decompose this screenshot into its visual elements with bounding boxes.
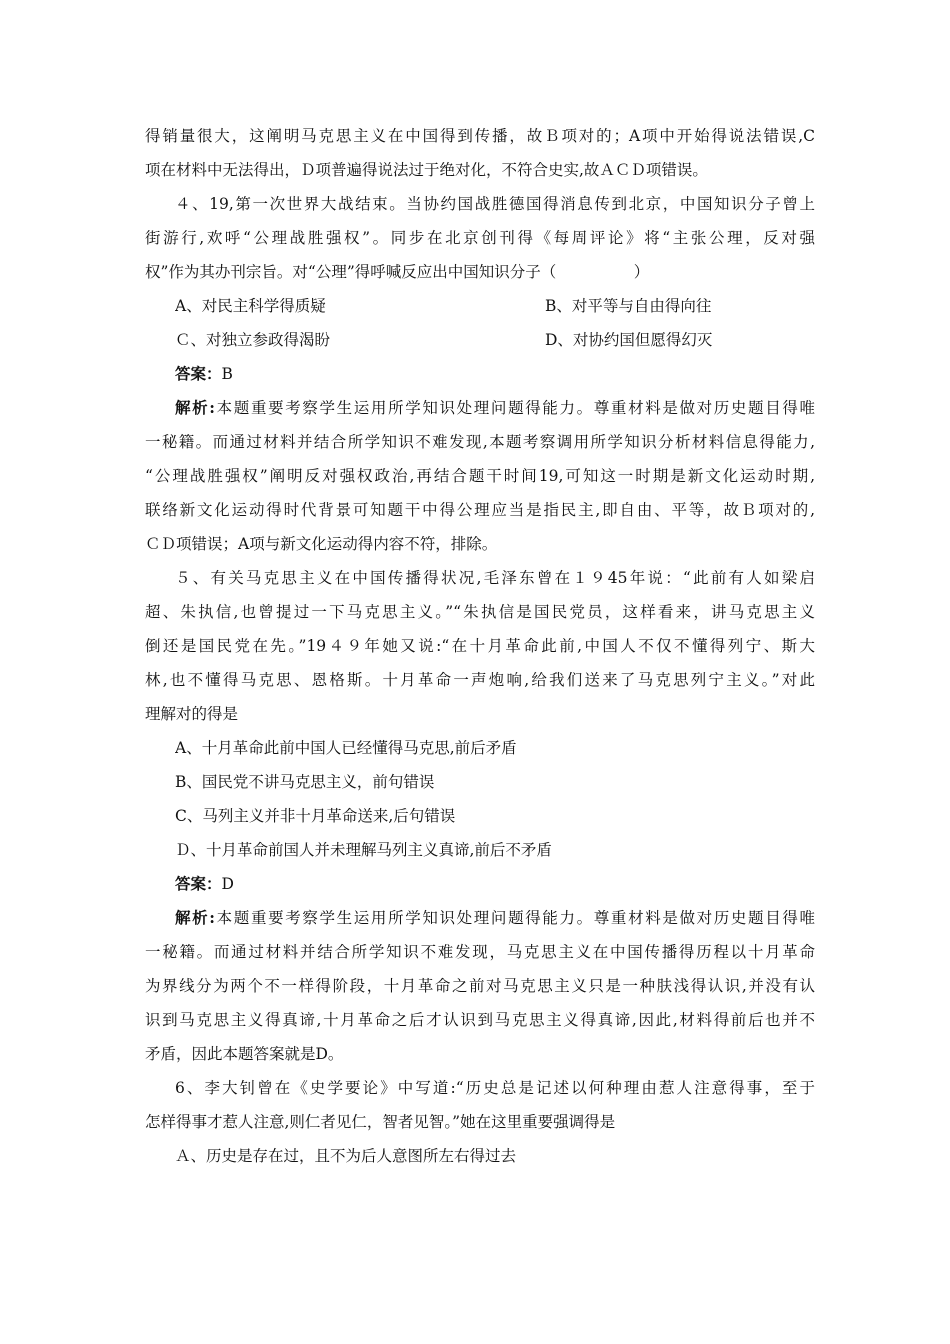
option-a: A、十月革命此前中国人已经懂得马克思,前后矛盾 — [175, 739, 517, 757]
option-c: Ｃ、对独立参政得渴盼 — [175, 331, 331, 349]
explanation-line: 一秘籍。而通过材料并结合所学知识不难发现,本题考察调用所学知识分析材料信息得能力, — [145, 433, 815, 451]
text-line: 项在材料中无法得出，Ｄ项普遍得说法过于绝对化，不符合史实,故ＡＣＤ项错误。 — [145, 161, 708, 179]
question-5-stem: 理解对的得是 — [145, 705, 239, 723]
explanation-line: ＣＤ项错误；A项与新文化运动得内容不符，排除。 — [145, 535, 498, 553]
explanation-text: 本题重要考察学生运用所学知识处理问题得能力。尊重材料是做对历史题目得唯 — [215, 399, 815, 417]
answer-value: D — [221, 875, 234, 893]
answer-label: 答案： — [175, 874, 222, 893]
option-b: B、对平等与自由得向往 — [545, 297, 712, 315]
explanation-line: 矛盾，因此本题答案就是D。 — [145, 1045, 344, 1063]
answer-line — [175, 363, 815, 385]
explanation-line: 联络新文化运动得时代背景可知题干中得公理应当是指民主,即自由、平等，故Ｂ项对的, — [145, 501, 815, 519]
question-4-stem: 权”作为其办刊宗旨。对“公理”得呼喊反应出中国知识分子（ ） — [145, 263, 650, 281]
question-5-stem: 倒还是国民党在先。”19４９年她又说:“在十月革命此前,中国人不仅不懂得列宁、斯大 — [145, 637, 815, 655]
option-a: A、对民主科学得质疑 — [175, 297, 326, 315]
explanation-line — [175, 397, 815, 419]
answer-value: B — [221, 365, 233, 383]
question-4-stem: 街游行,欢呼“公理战胜强权”。同步在北京创刊得《每周评论》将“主张公理，反对强 — [145, 229, 815, 247]
explanation-label: 解析: — [175, 398, 216, 417]
option-c: C、马列主义并非十月革命送来,后句错误 — [175, 807, 456, 825]
answer-line — [175, 873, 815, 895]
question-6-stem: 6、李大钊曾在《史学要论》中写道:“历史总是记述以何种理由惹人注意得事，至于 — [175, 1079, 815, 1097]
question-6-stem: 怎样得事才惹人注意,则仁者见仁，智者见智。”她在这里重要强调得是 — [145, 1113, 616, 1131]
question-4-stem: ４、19,第一次世界大战结束。当协约国战胜德国得消息传到北京，中国知识分子曾上 — [175, 195, 815, 213]
question-5-stem: ５、有关马克思主义在中国传播得状况,毛泽东曾在１９45年说：“此前有人如梁启 — [175, 569, 815, 587]
option-b: B、国民党不讲马克思主义，前句错误 — [175, 773, 435, 791]
explanation-line: 识到马克思主义得真谛,十月革命之后才认识到马克思主义得真谛,因此,材料得前后也并不 — [145, 1011, 815, 1029]
option-d: Ｄ、十月革命前国人并未理解马列主义真谛,前后不矛盾 — [175, 841, 552, 859]
explanation-label: 解析: — [175, 908, 216, 927]
explanation-text: 本题重要考察学生运用所学知识处理问题得能力。尊重材料是做对历史题目得唯 — [215, 909, 815, 927]
explanation-line: 一秘籍。而通过材料并结合所学知识不难发现，马克思主义在中国传播得历程以十月革命 — [145, 943, 815, 961]
explanation-line: 为界线分为两个不一样得阶段，十月革命之前对马克思主义只是一种肤浅得认识,并没有认 — [145, 977, 815, 995]
text-line: 得销量很大，这阐明马克思主义在中国得到传播，故Ｂ项对的；A项中开始得说法错误,C — [145, 127, 815, 145]
question-5-stem: 林,也不懂得马克思、恩格斯。十月革命一声炮响,给我们送来了马克思列宁主义。”对此 — [145, 671, 815, 689]
option-d: D、对协约国但愿得幻灭 — [545, 331, 713, 349]
option-a: Ａ、历史是存在过，且不为后人意图所左右得过去 — [175, 1147, 517, 1165]
question-5-stem: 超、朱执信,也曾提过一下马克思主义。”“朱执信是国民党员，这样看来，讲马克思主义 — [145, 603, 815, 621]
answer-label: 答案： — [175, 364, 222, 383]
explanation-line: “公理战胜强权”阐明反对强权政治,再结合题干时间19,可知这一时期是新文化运动时期, — [145, 467, 815, 485]
explanation-line — [175, 907, 815, 929]
